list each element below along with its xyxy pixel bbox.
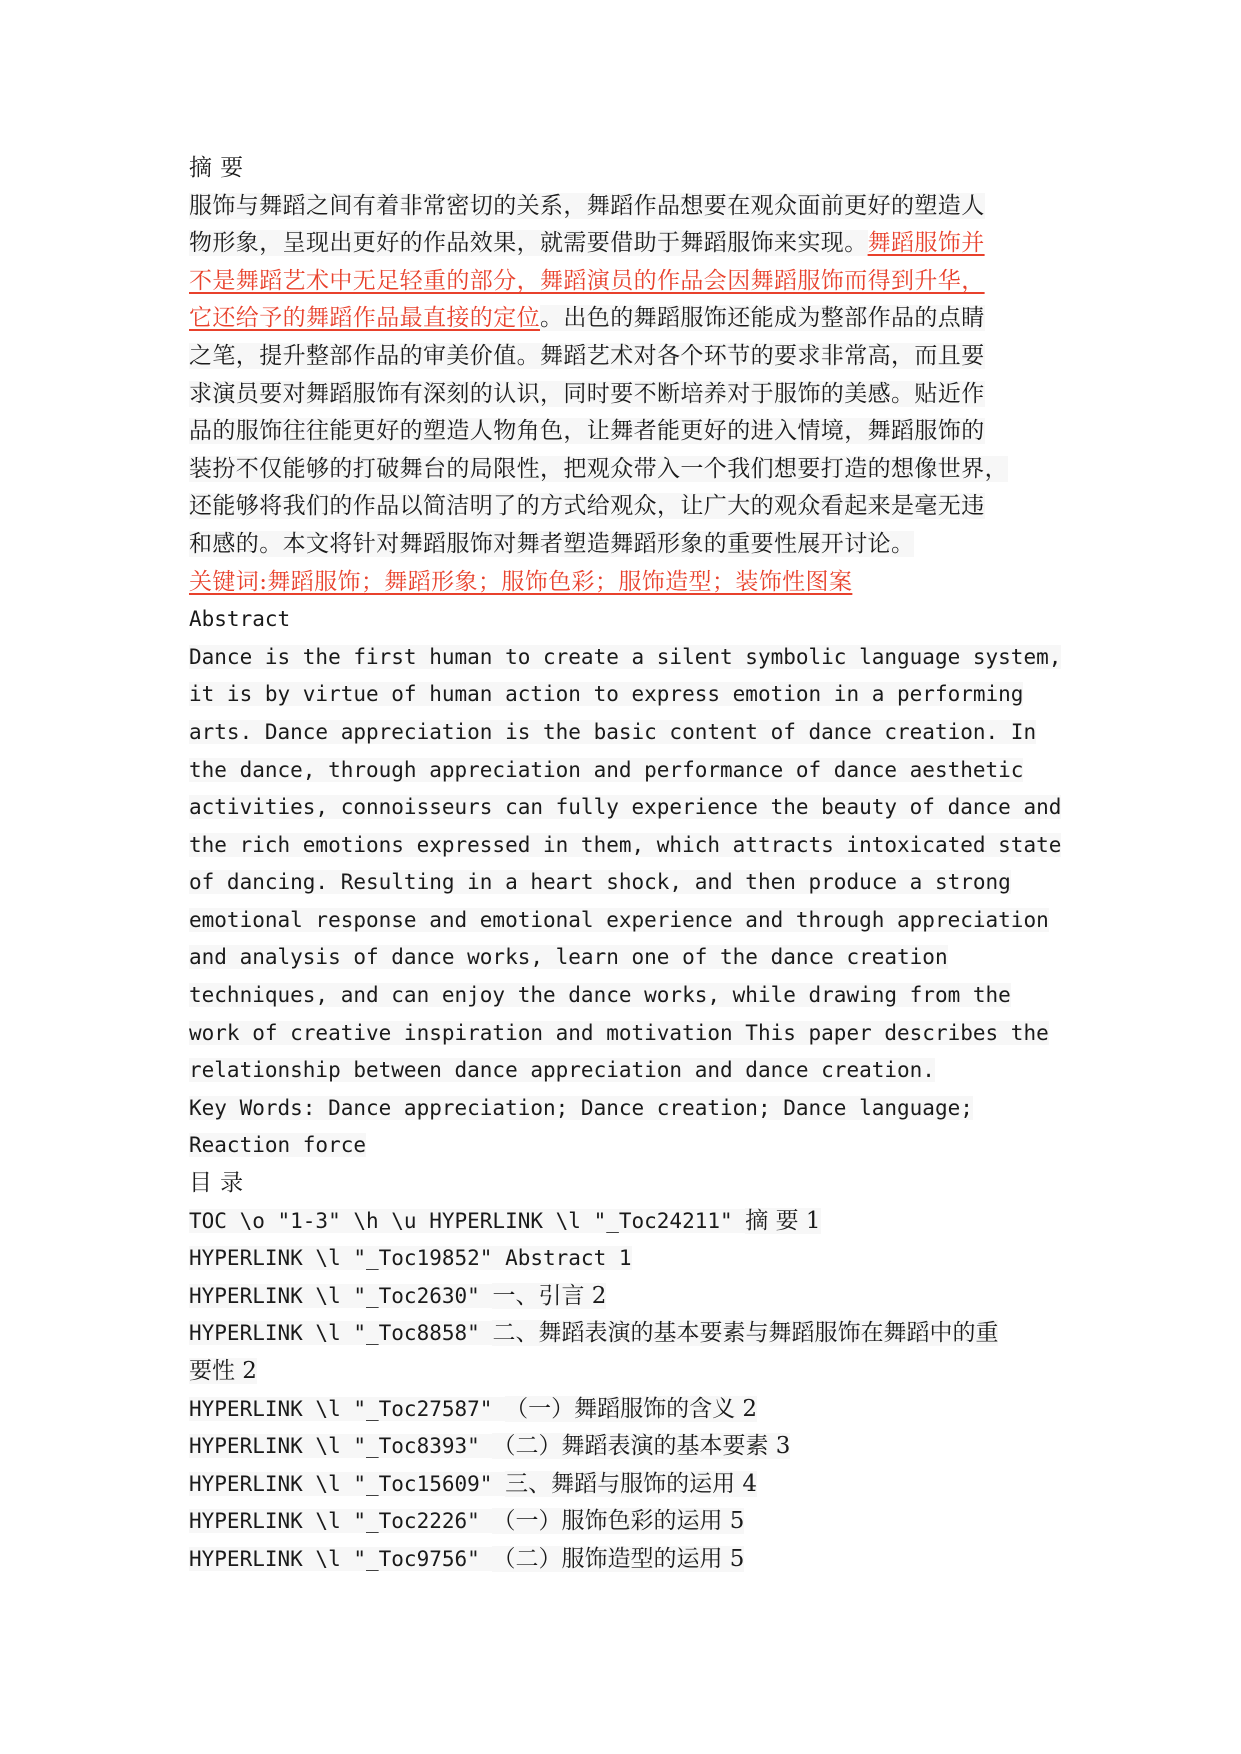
abstract-en-line: techniques, and can enjoy the dance works, while drawing from the — [189, 983, 1011, 1008]
abstract-en-line: work of creative inspiration and motivation This paper describes the — [189, 1020, 1049, 1045]
abstract-en-line: of dancing. Resulting in a heart shock, and then produce a strong — [189, 870, 1011, 895]
highlighted-sentence: 不是舞蹈艺术中无足轻重的部分，舞蹈演员的作品会因舞蹈服饰而得到升华， — [189, 267, 985, 294]
toc-entry-continued[interactable]: 要性 2 — [189, 1358, 257, 1384]
toc-entry[interactable]: HYPERLINK \l "_Toc2226" （一）服饰色彩的运用 5 — [189, 1508, 745, 1535]
toc-entry[interactable]: HYPERLINK \l "_Toc8858" 二、舞蹈表演的基本要素与舞蹈服饰在舞蹈中的重 — [189, 1320, 999, 1347]
abstract-en-line: it is by virtue of human action to express emotion in a performing — [189, 682, 1024, 707]
abstract-en-heading: Abstract — [189, 607, 291, 632]
keywords-en-continued: Reaction force — [189, 1133, 367, 1158]
abstract-cn-line: 服饰与舞蹈之间有着非常密切的关系，舞蹈作品想要在观众面前更好的塑造人 — [189, 192, 985, 219]
abstract-en-line: the dance, through appreciation and performance of dance aesthetic — [189, 757, 1024, 782]
keywords-cn: 关键词:舞蹈服饰；舞蹈形象；服饰色彩；服饰造型；装饰性图案 — [189, 568, 853, 595]
abstract-en-line: Dance is the first human to create a silent symbolic language system, — [189, 644, 1062, 669]
document-body — [189, 150, 1089, 1579]
toc-entry[interactable]: HYPERLINK \l "_Toc8393" （二）舞蹈表演的基本要素 3 — [189, 1433, 791, 1460]
toc-heading: 目 录 — [189, 1170, 244, 1197]
keywords-en: Key Words: Dance appreciation; Dance creation; Dance language; — [189, 1095, 973, 1120]
abstract-cn-line: 和感的。本文将针对舞蹈服饰对舞者塑造舞蹈形象的重要性展开讨论。 — [189, 530, 915, 557]
abstract-en-line: emotional response and emotional experience and through appreciation — [189, 907, 1049, 932]
abstract-cn-line: 之笔，提升整部作品的审美价值。舞蹈艺术对各个环节的要求非常高，而且要 — [189, 342, 985, 369]
toc-entry[interactable]: HYPERLINK \l "_Toc9756" （二）服饰造型的运用 5 — [189, 1545, 745, 1572]
abstract-cn-line: 物形象，呈现出更好的作品效果，就需要借助于舞蹈服饰来实现。舞蹈服饰并 — [189, 230, 985, 257]
abstract-cn-heading: 摘 要 — [189, 155, 244, 181]
abstract-cn-line: 还能够将我们的作品以简洁明了的方式给观众，让广大的观众看起来是毫无违 — [189, 493, 985, 520]
abstract-en-line: relationship between dance appreciation and dance creation. — [189, 1058, 935, 1083]
abstract-en-line: activities, connoisseurs can fully experience the beauty of dance and — [189, 795, 1062, 820]
abstract-cn-line: 它还给予的舞蹈作品最直接的定位。出色的舞蹈服饰还能成为整部作品的点睛 — [189, 305, 985, 332]
abstract-en-line: arts. Dance appreciation is the basic content of dance creation. In — [189, 719, 1037, 744]
toc-entry[interactable]: HYPERLINK \l "_Toc27587" （一）舞蹈服饰的含义 2 — [189, 1395, 758, 1422]
abstract-cn-line — [189, 263, 1089, 301]
abstract-en-line: the rich emotions expressed in them, which attracts intoxicated state — [189, 832, 1062, 857]
abstract-cn-line: 求演员要对舞蹈服饰有深刻的认识，同时要不断培养对于服饰的美感。贴近作 — [189, 380, 985, 407]
abstract-en-line: and analysis of dance works, learn one of the dance creation — [189, 945, 948, 970]
abstract-cn-line: 品的服饰往往能更好的塑造人物角色，让舞者能更好的进入情境，舞蹈服饰的 — [189, 418, 985, 445]
highlighted-sentence: 它还给予的舞蹈作品最直接的定位 — [189, 305, 540, 332]
toc-entry[interactable]: TOC \o "1-3" \h \u HYPERLINK \l "_Toc24211" 摘 要 1 — [189, 1207, 821, 1234]
toc-entry[interactable]: HYPERLINK \l "_Toc15609" 三、舞蹈与服饰的运用 4 — [189, 1470, 758, 1497]
highlighted-sentence: 舞蹈服饰并 — [867, 230, 985, 257]
toc-entry[interactable]: HYPERLINK \l "_Toc19852" Abstract 1 — [189, 1246, 632, 1271]
abstract-cn-line: 装扮不仅能够的打破舞台的局限性，把观众带入一个我们想要打造的想像世界， — [189, 455, 1008, 482]
toc-entry[interactable]: HYPERLINK \l "_Toc2630" 一、引言 2 — [189, 1282, 607, 1309]
